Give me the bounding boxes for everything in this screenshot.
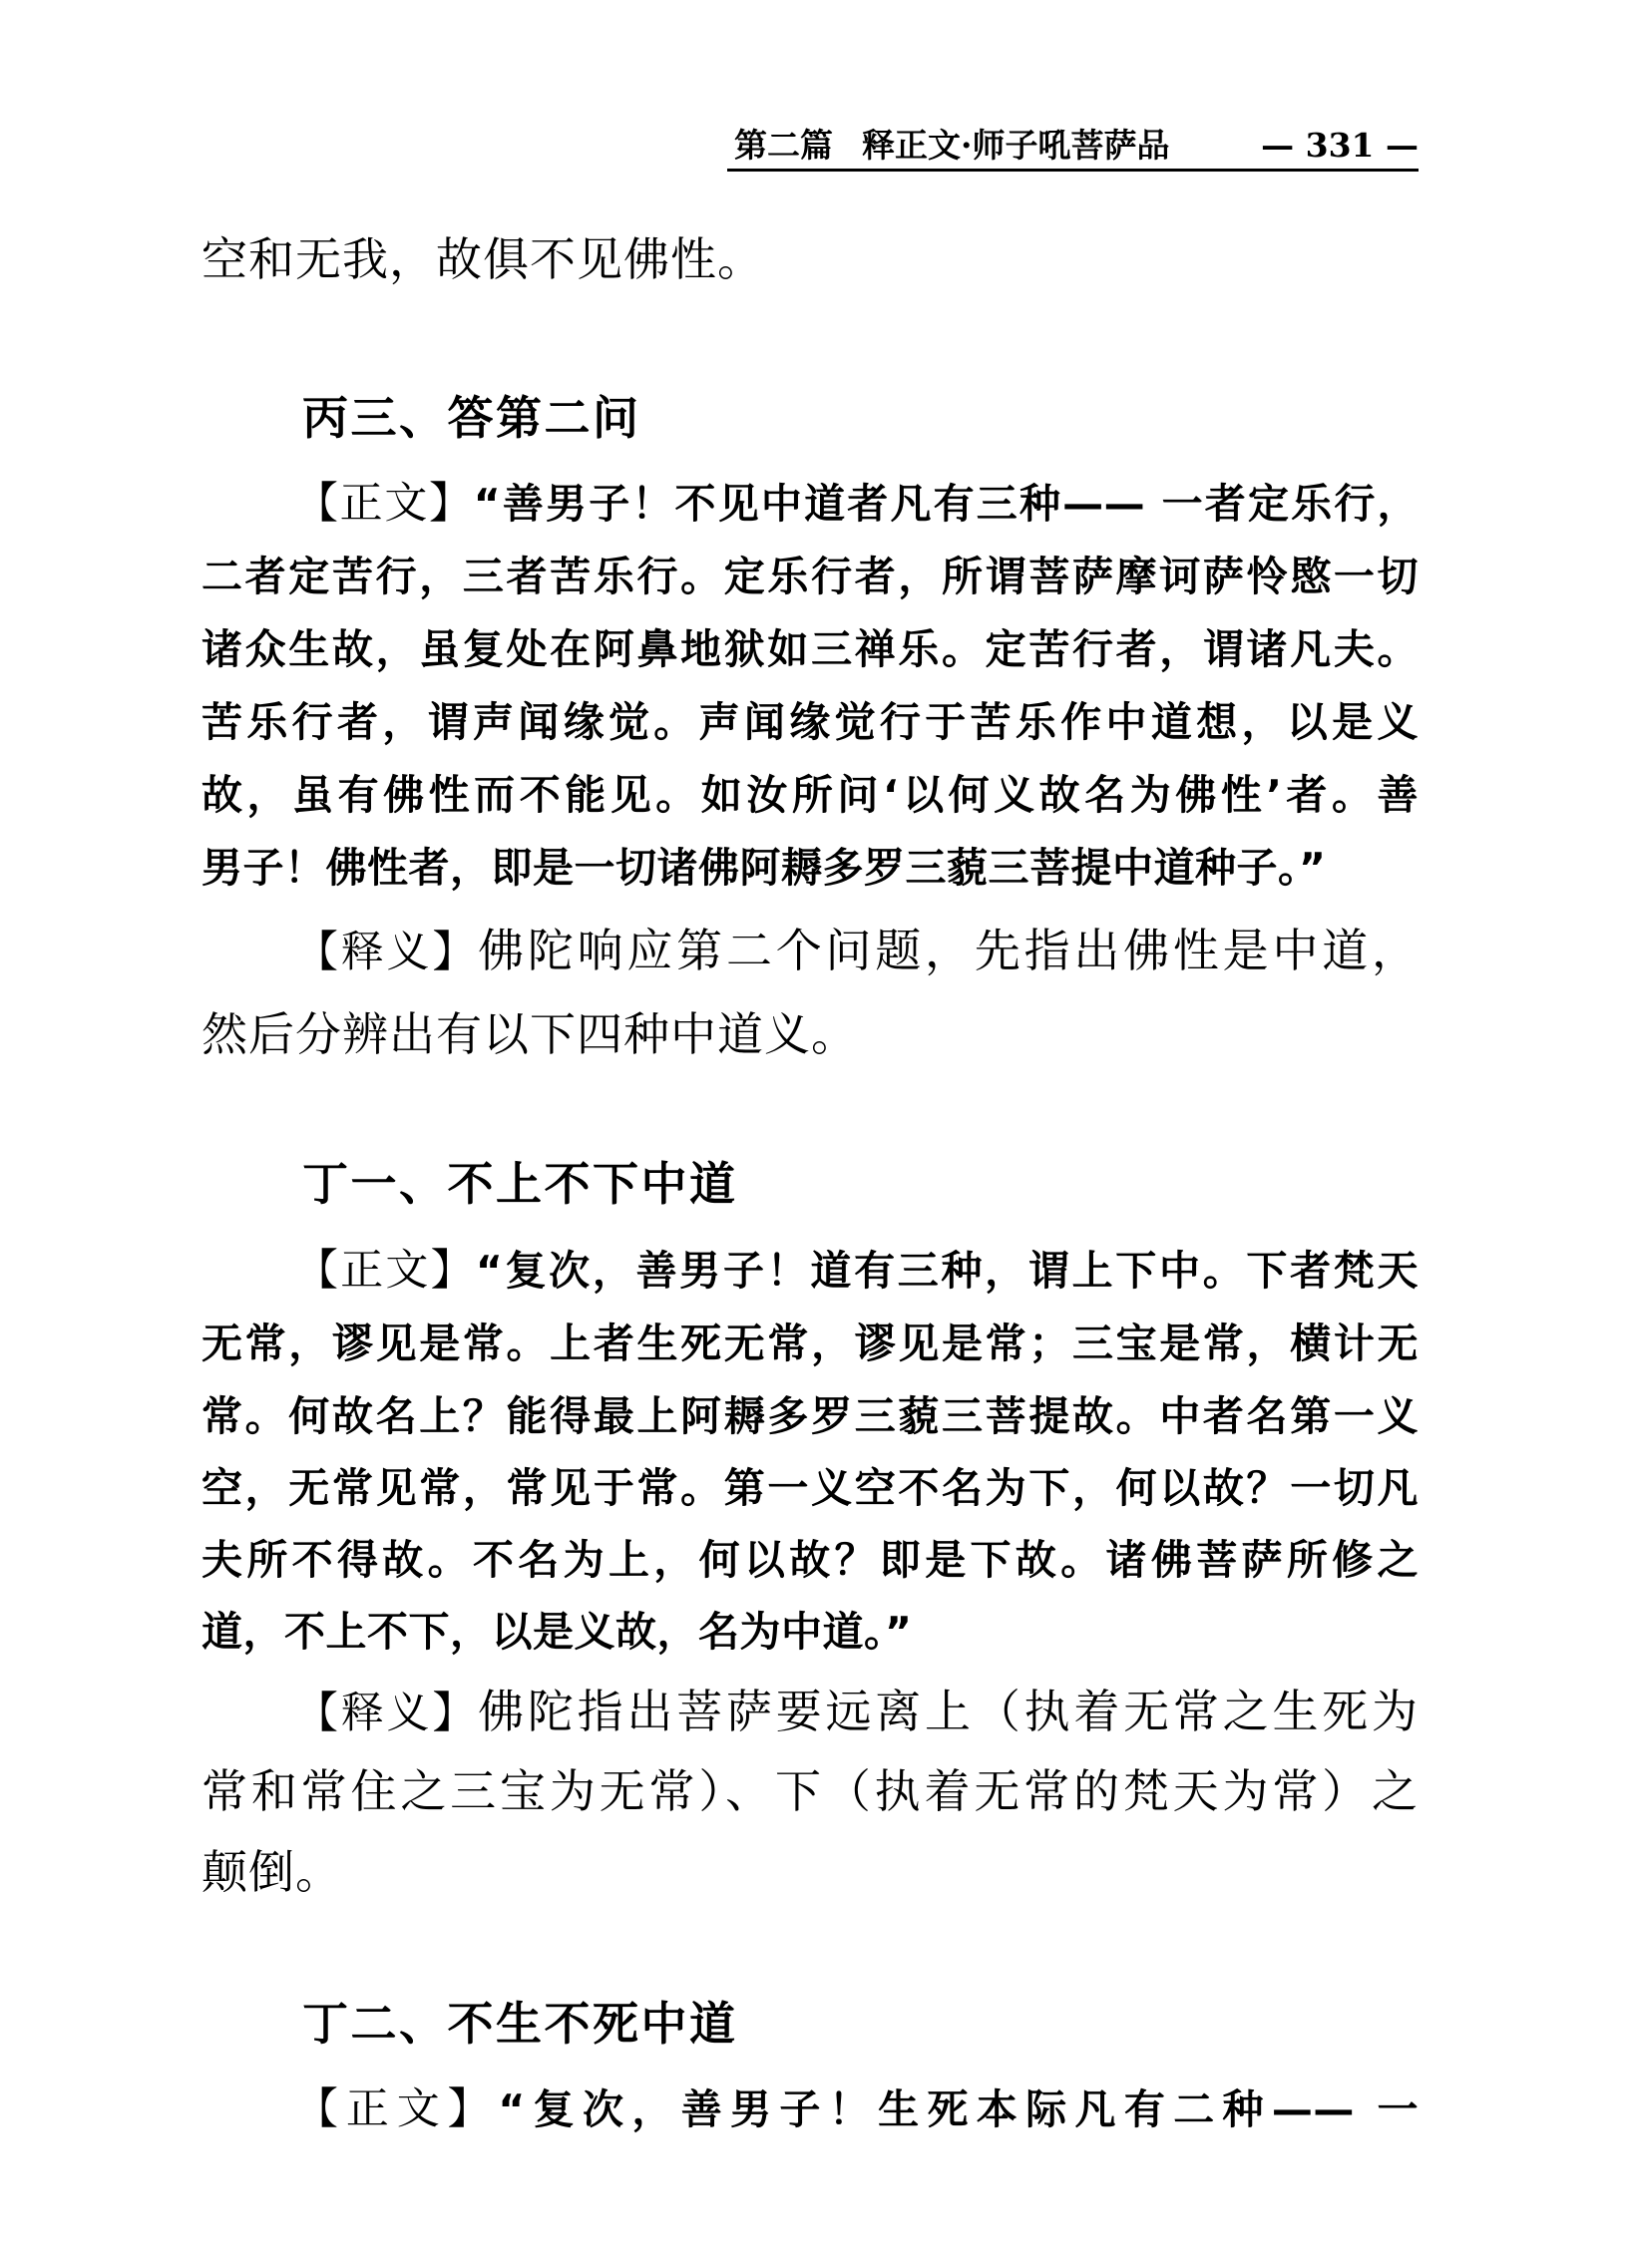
paragraph-label: 【释义】 xyxy=(295,1689,479,1738)
text-line xyxy=(295,1680,1419,1743)
header-chapter: 释正文·师子吼菩萨品 xyxy=(862,126,1170,165)
continued-text-line: 空和无我，故俱不见佛性。 xyxy=(202,232,764,286)
line-text: “善男子！不见中道者凡有三种—— 一者定乐行， xyxy=(473,480,1419,528)
text-line: 二者定苦行，三者苦乐行。定乐行者，所谓菩萨摩诃萨怜愍一切 xyxy=(202,553,1419,600)
text-line: 道，不上不下，以是义故，名为中道。” xyxy=(202,1608,913,1656)
header-rule xyxy=(727,169,1419,172)
paragraph-label: 【正文】 xyxy=(295,1246,476,1296)
text-line: 空，无常见常，常见于常。第一义空不名为下，何以故？一切凡 xyxy=(202,1464,1419,1512)
text-line: 无常，谬见是常。上者生死无常，谬见是常；三宝是常，横计无 xyxy=(202,1320,1419,1367)
line-text: “复次，善男子！生死本际凡有二种—— 一 xyxy=(498,2085,1419,2133)
text-line: 常和常住之三宝为无常）、下（执着无常的梵天为常）之 xyxy=(202,1764,1419,1818)
text-line: 夫所不得故。不名为上，何以故？即是下故。诸佛菩萨所修之 xyxy=(202,1536,1419,1584)
text-line: 然后分辨出有以下四种中道义。 xyxy=(202,1007,858,1061)
text-line: 常。何故名上？能得最上阿耨多罗三藐三菩提故。中者名第一义 xyxy=(202,1392,1419,1440)
text-line xyxy=(295,919,1419,982)
text-line xyxy=(295,2078,1419,2141)
line-text: “复次，善男子！道有三种，谓上下中。下者梵天 xyxy=(475,1247,1419,1295)
page-number: — 331 — xyxy=(1261,126,1419,165)
text-line: 故，虽有佛性而不能见。如汝所问‘以何义故名为佛性’者。善 xyxy=(202,771,1419,819)
section-heading: 丙三、答第二问 xyxy=(302,391,641,445)
paragraph-label: 【正文】 xyxy=(295,2084,499,2134)
line-text: 佛陀响应第二个问题，先指出佛性是中道， xyxy=(478,924,1419,977)
paragraph-label: 【正文】 xyxy=(295,479,474,529)
text-line: 颠倒。 xyxy=(202,1845,342,1899)
section-heading: 丁一、不上不下中道 xyxy=(302,1157,738,1211)
line-text: 佛陀指出菩萨要远离上（执着无常之生死为 xyxy=(478,1685,1419,1738)
text-line xyxy=(295,472,1419,536)
text-line xyxy=(295,1239,1419,1303)
section-heading: 丁二、不生不死中道 xyxy=(302,1997,738,2051)
text-line: 诸众生故，虽复处在阿鼻地狱如三禅乐。定苦行者，谓诸凡夫。 xyxy=(202,625,1419,673)
text-line: 苦乐行者，谓声闻缘觉。声闻缘觉行于苦乐作中道想，以是义 xyxy=(202,698,1419,746)
paragraph-label: 【释义】 xyxy=(295,928,479,977)
text-line: 男子！佛性者，即是一切诸佛阿耨多罗三藐三菩提中道种子。” xyxy=(202,844,1327,892)
header-part: 第二篇 xyxy=(734,126,833,165)
